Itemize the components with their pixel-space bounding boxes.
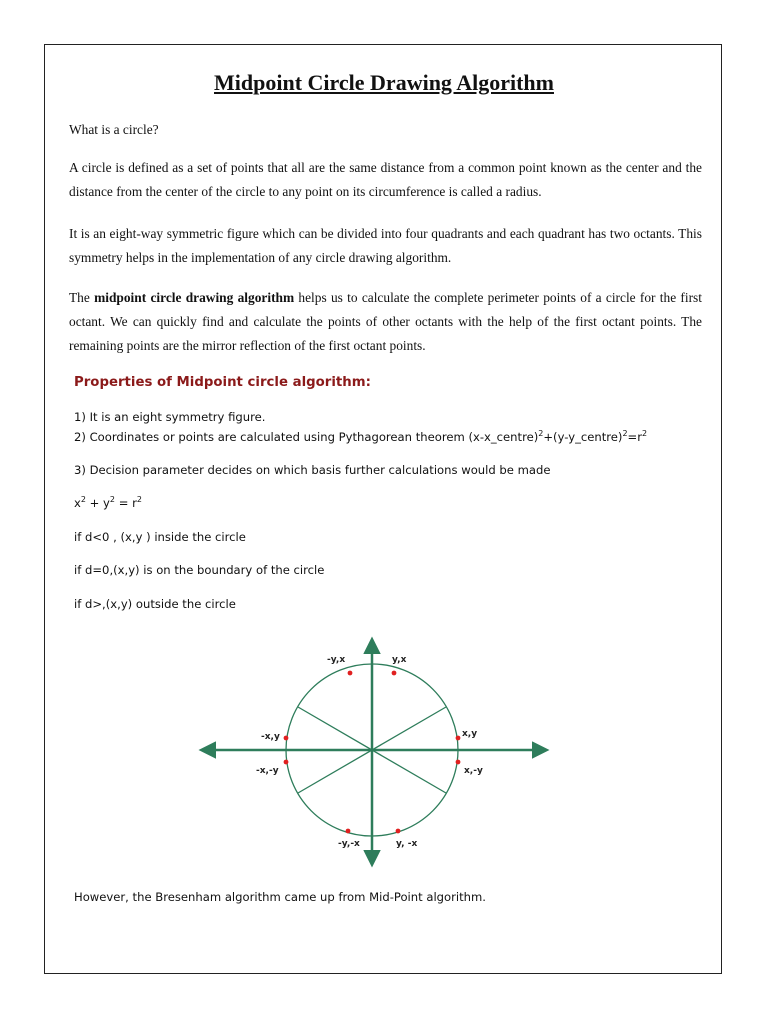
paragraph-symmetry: It is an eight-way symmetric figure which can be divided into four quadrants and each quadrant has two octants. This symmetry helps in the implementation of any circle drawing algorithm. [69, 226, 702, 265]
property-item-2 [74, 430, 714, 444]
label-y-x: y,x [392, 655, 407, 665]
item2-sup3: 2 [642, 429, 648, 439]
circle-octant-diagram [190, 630, 560, 870]
label-neg-y-neg-x: -y,-x [338, 839, 360, 849]
point-x-y [456, 736, 461, 741]
item2-end: =r [627, 430, 643, 444]
point-neg-x-neg-y [284, 760, 289, 765]
label-neg-x-neg-y: -x,-y [256, 766, 279, 776]
eq-sup2: 2 [109, 495, 116, 505]
properties-heading: Properties of Midpoint circle algorithm: [74, 375, 371, 390]
footer-note: However, the Bresenham algorithm came up from Mid-Point algorithm. [74, 890, 486, 904]
label-x-neg-y: x,-y [464, 766, 483, 776]
property-item-1: 1) It is an eight symmetry figure. [74, 410, 266, 424]
point-neg-y-neg-x [346, 829, 351, 834]
point-y-x [392, 671, 397, 676]
para3-before: The [69, 290, 95, 305]
paragraph-definition: A circle is defined as a set of points that all are the same distance from a common point known as the center and the distance from the center of the circle to any point on its circumference is called a radius. [69, 160, 702, 199]
eq-equals-r: = r [115, 496, 137, 510]
point-x-neg-y [456, 760, 461, 765]
label-neg-x-y: -x,y [261, 732, 280, 742]
property-item-3: 3) Decision parameter decides on which basis further calculations would be made [74, 463, 551, 477]
item2-mid: +(y-y_centre) [543, 430, 623, 444]
condition-outside: if d>,(x,y) outside the circle [74, 597, 236, 611]
condition-inside: if d<0 , (x,y ) inside the circle [74, 530, 246, 544]
condition-boundary: if d=0,(x,y) is on the boundary of the circle [74, 563, 325, 577]
point-y-neg-x [396, 829, 401, 834]
question-text: What is a circle? [69, 122, 159, 137]
eq-plus-y: + y [85, 496, 110, 510]
point-neg-y-x [348, 671, 353, 676]
label-y-neg-x: y, -x [396, 839, 418, 849]
point-neg-x-y [284, 736, 289, 741]
page-title: Midpoint Circle Drawing Algorithm [214, 70, 554, 95]
eq-sup1: 2 [80, 495, 86, 505]
label-neg-y-x: -y,x [327, 655, 346, 665]
para3-after: helps us to calculate the complete perimeter points of a circle for the first octant. We can quickly find and calculate the points of other octants with the help of the first octant points. The remaining points are the mirror reflection of the first octant points. [69, 290, 702, 353]
paragraph-midpoint [69, 286, 702, 358]
item2-sup1: 2 [538, 429, 544, 439]
circle-equation [74, 496, 714, 510]
eq-sup3: 2 [136, 495, 142, 505]
label-x-y: x,y [462, 729, 478, 739]
para3-bold-term: midpoint circle drawing algorithm [94, 290, 295, 305]
item2-sup2: 2 [622, 429, 628, 439]
item2-text: 2) Coordinates or points are calculated using Pythagorean theorem (x-x_centre) [74, 430, 539, 444]
eq-x: x [74, 496, 81, 510]
